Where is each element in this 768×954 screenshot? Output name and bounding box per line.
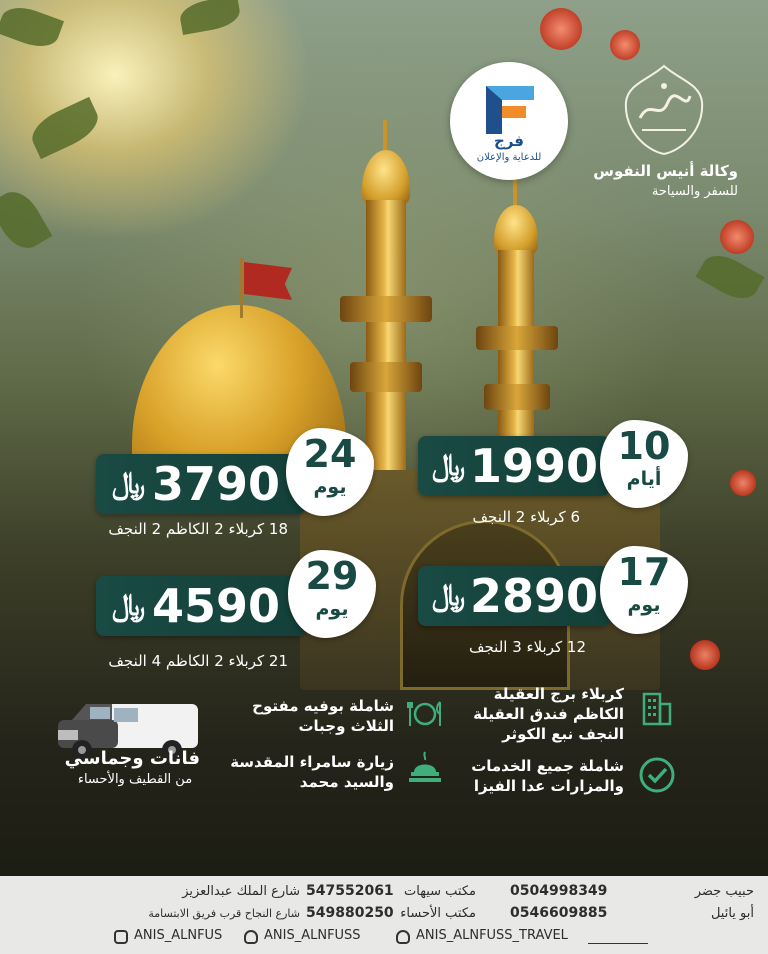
f-logo-icon (478, 76, 540, 138)
minaret-balcony (476, 326, 558, 350)
feature-line: النجف نبع الكوثر (502, 725, 624, 743)
office-address: شارع الملك عبدالعزيز (182, 884, 300, 899)
office-address: شارع النجاح قرب فريق الابتسامة (148, 907, 300, 920)
days-unit: يوم (313, 476, 347, 498)
contact-phone: 0546609885 (510, 905, 608, 921)
days-number: 24 (303, 432, 357, 476)
price-value: 3790 (152, 457, 281, 511)
calligraphy-seal-icon (620, 62, 708, 158)
sponsor-subtitle: للدعاية والإعلان (476, 152, 542, 163)
price-bar (418, 436, 610, 496)
contact-phone: 0504998349 (510, 883, 608, 899)
days-number: 29 (305, 554, 359, 598)
leaf-decoration (696, 247, 765, 306)
feature-line: شاملة جميع الخدمات (471, 757, 624, 775)
minaret-balcony (340, 296, 432, 322)
leaf-decoration (26, 97, 105, 159)
social-handle[interactable]: ANIS_ALNFUSS (264, 928, 361, 943)
leaf-decoration (0, 1, 64, 53)
feature-line: والسيد محمد (299, 773, 394, 791)
contact-name: أبو يائيل (710, 906, 754, 921)
riyal-currency-icon: ﷼ (432, 578, 466, 613)
route-text: 18 كربلاء 2 الكاظم 2 النجف (108, 520, 288, 538)
days-unit: يوم (627, 594, 661, 616)
mosque-icon (406, 748, 444, 786)
riyal-currency-icon: ﷼ (432, 448, 466, 483)
office-phone: 549880250 (306, 905, 394, 921)
price-value: 1990 (470, 439, 599, 493)
days-unit: يوم (315, 598, 349, 620)
services-feature (471, 756, 624, 796)
flower-decoration (720, 220, 754, 254)
minaret-balcony (484, 384, 550, 410)
visit-feature (230, 752, 394, 792)
price-bar (96, 576, 306, 636)
feature-line: الثلاث وجبات (298, 717, 394, 735)
price-value: 2890 (470, 569, 599, 623)
agency-logo (590, 62, 740, 222)
minaret-left (366, 200, 406, 470)
flower-decoration (540, 8, 582, 50)
riyal-currency-icon: ﷼ (112, 588, 146, 623)
sponsor-name: فرج (494, 132, 524, 150)
social-handle[interactable]: ANIS_ALNFUS (134, 928, 223, 943)
days-unit: أيام (626, 468, 662, 490)
minaret-cap (362, 150, 410, 206)
feature-line: والمزارات عدا الفيزا (473, 777, 624, 795)
red-flag (244, 262, 292, 302)
office-label: مكتب سيهات (404, 884, 476, 899)
price-bar (96, 454, 306, 514)
sponsor-logo (450, 62, 568, 180)
leaf-decoration (178, 0, 242, 35)
office-label: مكتب الأحساء (400, 906, 476, 921)
days-number: 17 (617, 550, 671, 594)
price-bar (418, 566, 610, 626)
minaret-cap (494, 205, 538, 255)
footer-divider (588, 943, 648, 944)
days-badge (600, 420, 688, 508)
route-text: 6 كربلاء 2 النجف (472, 508, 580, 526)
snapchat-icon (396, 930, 410, 944)
agency-subtitle: للسفر والسياحة (651, 184, 738, 199)
days-number: 10 (617, 424, 671, 468)
building-icon (638, 690, 676, 728)
social-handle[interactable]: ANIS_ALNFUSS_TRAVEL (416, 928, 568, 943)
route-text: 12 كربلاء 3 النجف (468, 638, 586, 656)
minaret-right (498, 250, 534, 460)
contact-footer (0, 876, 768, 954)
hotels-feature (473, 684, 624, 744)
contact-name: حبيب جضر (694, 884, 754, 899)
feature-line: كربلاء برج العقيلة (493, 685, 624, 703)
office-phone: 547552061 (306, 883, 394, 899)
flagpole (240, 258, 243, 318)
feature-line: زيارة سامراء المقدسة (230, 753, 394, 771)
flower-decoration (610, 30, 640, 60)
meals-feature (252, 696, 394, 736)
plate-icon (406, 694, 444, 732)
riyal-currency-icon: ﷼ (112, 466, 146, 501)
price-value: 4590 (152, 579, 281, 633)
flower-decoration (730, 470, 756, 496)
feature-line: شاملة بوفيه مفتوح (252, 697, 394, 715)
check-icon (638, 756, 676, 794)
leaf-decoration (0, 184, 52, 256)
route-text: 21 كربلاء 2 الكاظم 4 النجف (108, 652, 288, 670)
agency-name: وكالة أنيس النفوس (593, 162, 738, 180)
transport-subtitle: من القطيف والأحساء (77, 772, 193, 787)
snapchat-icon (244, 930, 258, 944)
transport-title: فانات وجماسي (64, 748, 200, 769)
days-badge (600, 546, 688, 634)
instagram-icon (114, 930, 128, 944)
feature-line: الكاظم فندق العقيلة (473, 705, 624, 723)
minaret-balcony (350, 362, 422, 392)
flower-decoration (690, 640, 720, 670)
